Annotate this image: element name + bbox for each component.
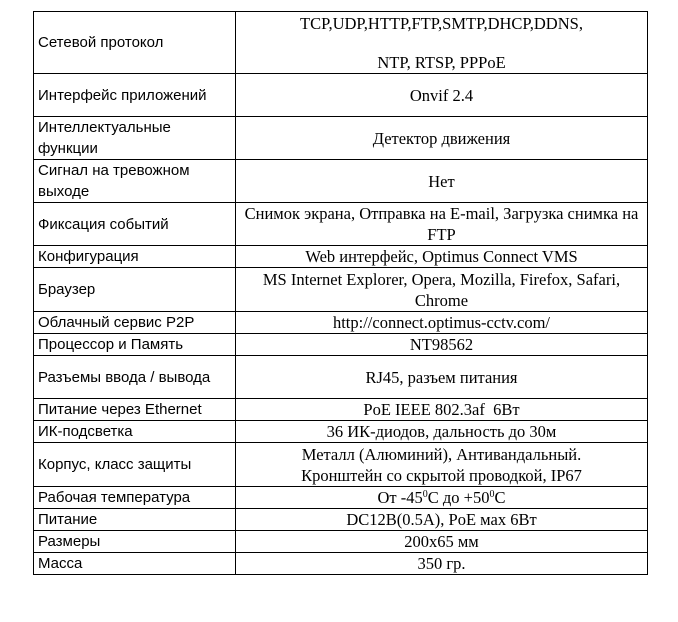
table-row bbox=[34, 74, 648, 117]
spec-label: Сигнал на тревожном выходе bbox=[34, 160, 236, 203]
spec-value: Нет bbox=[236, 160, 648, 203]
spec-value-line: TCP,UDP,HTTP,FTP,SMTP,DHCP,DDNS, bbox=[300, 13, 583, 33]
table-row bbox=[34, 356, 648, 399]
spec-label: Масса bbox=[34, 553, 236, 575]
spec-label: Процессор и Память bbox=[34, 334, 236, 356]
spec-label: Размеры bbox=[34, 531, 236, 553]
table-row bbox=[34, 203, 648, 246]
spec-value: 36 ИК-диодов, дальность до 30м bbox=[236, 421, 648, 443]
table-row bbox=[34, 421, 648, 443]
temperature-text: От -45 bbox=[377, 488, 423, 507]
spec-value: MS Internet Explorer, Opera, Mozilla, Firefox, Safari, Chrome bbox=[236, 268, 648, 312]
spec-value bbox=[236, 443, 648, 487]
spec-value: Снимок экрана, Отправка на E-mail, Загрузка снимка на FTP bbox=[236, 203, 648, 246]
spec-value: 350 гр. bbox=[236, 553, 648, 575]
spec-value: 200x65 мм bbox=[236, 531, 648, 553]
table-row bbox=[34, 399, 648, 421]
spec-value: NT98562 bbox=[236, 334, 648, 356]
spec-value: Onvif 2.4 bbox=[236, 74, 648, 117]
spec-value-line: NTP, RTSP, PPPoE bbox=[377, 52, 506, 72]
spec-value bbox=[236, 12, 648, 74]
table-row bbox=[34, 509, 648, 531]
spec-label: Интеллектуальные функции bbox=[34, 117, 236, 160]
spec-label: Интерфейс приложений bbox=[34, 74, 236, 117]
table-row bbox=[34, 160, 648, 203]
table-row bbox=[34, 12, 648, 74]
spec-value: DC12В(0.5А), PoE мах 6Вт bbox=[236, 509, 648, 531]
table-row bbox=[34, 268, 648, 312]
specifications-table bbox=[33, 11, 648, 575]
spec-value: Детектор движения bbox=[236, 117, 648, 160]
table-row bbox=[34, 487, 648, 509]
spec-label: Облачный сервис P2P bbox=[34, 312, 236, 334]
spec-label: Разъемы ввода / вывода bbox=[34, 356, 236, 399]
temperature-text: С до +50 bbox=[427, 488, 490, 507]
spec-value: PoE IEEE 802.3af 6Вт bbox=[236, 399, 648, 421]
table-row bbox=[34, 531, 648, 553]
temperature-superscript: 0 bbox=[422, 489, 428, 500]
table-row bbox=[34, 117, 648, 160]
spec-value: RJ45, разъем питания bbox=[236, 356, 648, 399]
table-row bbox=[34, 312, 648, 334]
temperature-text: С bbox=[494, 488, 506, 507]
table-row bbox=[34, 334, 648, 356]
spec-value: Web интерфейс, Optimus Connect VMS bbox=[236, 246, 648, 268]
spec-value-line: Металл (Алюминий), Антивандальный. bbox=[301, 444, 582, 464]
table-row bbox=[34, 553, 648, 575]
table-row bbox=[34, 246, 648, 268]
temperature-superscript: 0 bbox=[489, 489, 495, 500]
spec-label: Рабочая температура bbox=[34, 487, 236, 509]
spec-value-line: Кронштейн со скрытой проводкой, IP67 bbox=[301, 465, 582, 485]
spec-value bbox=[236, 487, 648, 509]
spec-label: Корпус, класс защиты bbox=[34, 443, 236, 487]
spec-value: http://connect.optimus-cctv.com/ bbox=[236, 312, 648, 334]
spec-label: Питание bbox=[34, 509, 236, 531]
spec-label: Фиксация событий bbox=[34, 203, 236, 246]
spec-label: Конфигурация bbox=[34, 246, 236, 268]
spec-label: ИК-подсветка bbox=[34, 421, 236, 443]
spec-label: Браузер bbox=[34, 268, 236, 312]
table-row bbox=[34, 443, 648, 487]
spec-label: Питание через Ethernet bbox=[34, 399, 236, 421]
spec-label: Сетевой протокол bbox=[34, 12, 236, 74]
